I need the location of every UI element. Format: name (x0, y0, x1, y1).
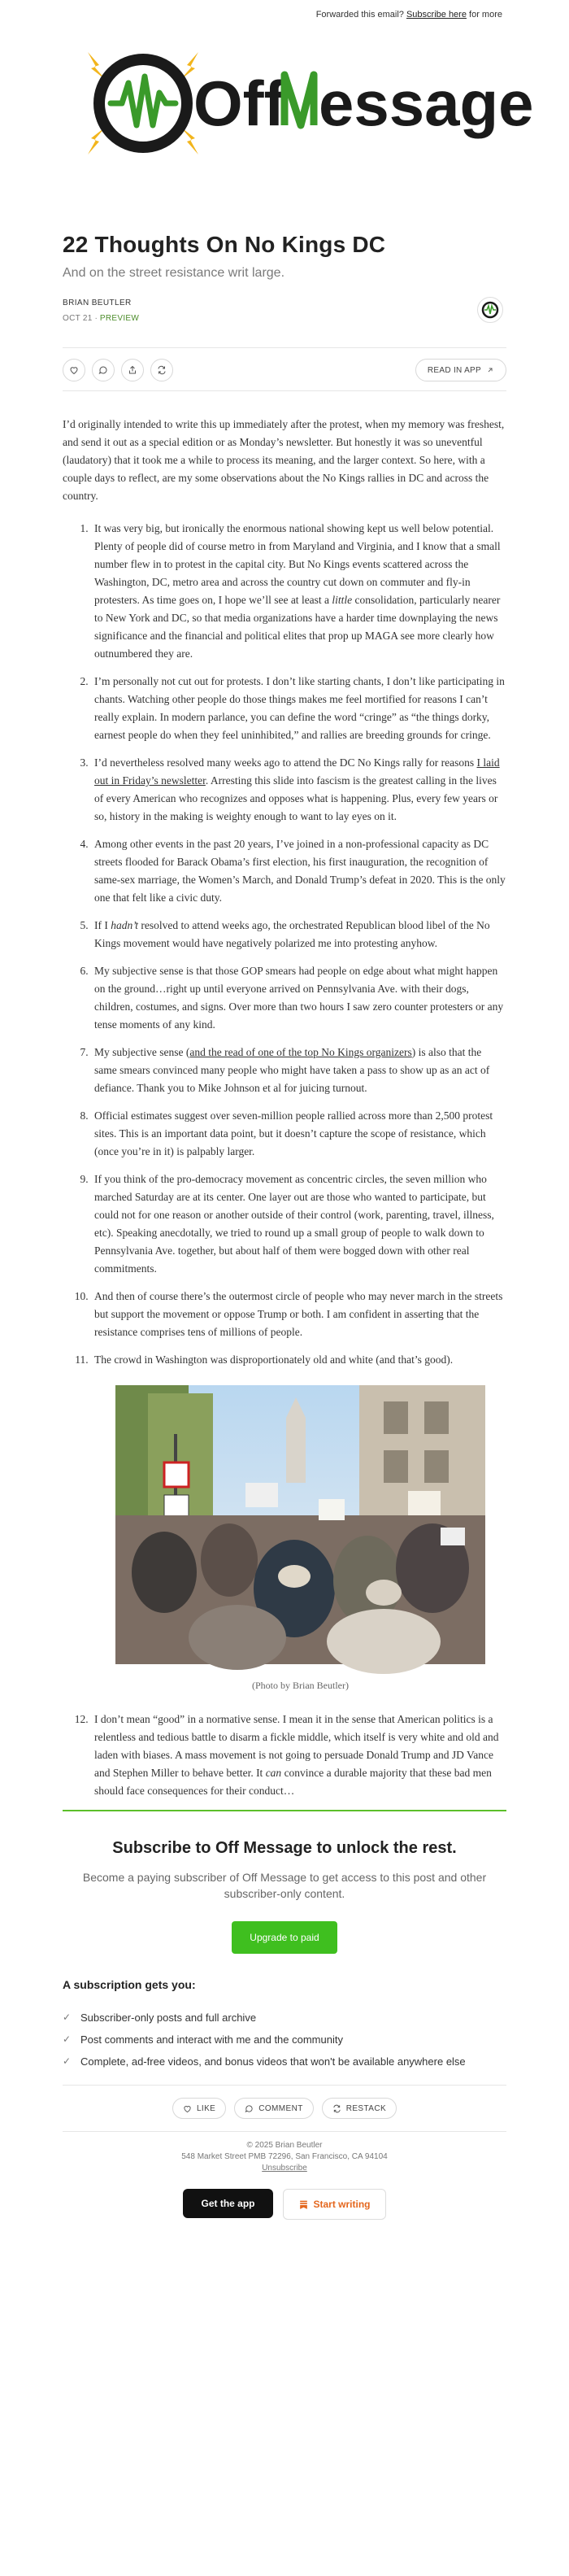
off-message-logo-icon (72, 34, 534, 172)
check-icon: ✓ (63, 2033, 72, 2045)
benefit-item: ✓ Post comments and interact with me and the community (63, 2033, 343, 2046)
check-icon: ✓ (63, 2012, 72, 2023)
benefit-item: ✓ Subscriber-only posts and full archive (63, 2012, 257, 2024)
author-name[interactable]: BRIAN BEUTLER (63, 299, 132, 307)
footer-action-bar (63, 2085, 506, 2132)
paywall-heading: Subscribe to Off Message to unlock the rest. (112, 1839, 457, 1857)
list-item: 3. I’d nevertheless resolved many weeks ago to attend the DC No Kings rally for reasons I laid out in Friday’s newsletter. Arresting this slide into fascism is the greatest calling in the lives of every American who recognizes and opposes what is happening. Plus, every few years or so, history in the making is weighty enough to want to lay eyes on it. (91, 754, 506, 826)
list-item: 2. I’m personally not cut out for protests. I don’t like starting chants, I don’t like participating in chants. Watching other people do those things makes me feel mortified for reasons I can’t really explain. In modern parlance, you can define the word “cringe” as “the things dorky, earnest people do when they feel uninhibited,” and rallies are breeding grounds for cringe. (91, 673, 506, 744)
heart-icon (69, 365, 79, 375)
footer-restack-button[interactable]: RESTACK (322, 2098, 397, 2119)
list-item: 10. And then of course there’s the outermost circle of people who may never march in the streets but support the movement or oppose Trump or both. I am confident in asserting that the resistance comprises tens of millions of people. (91, 1288, 506, 1341)
thoughts-list (63, 520, 506, 1800)
restack-icon (332, 2104, 341, 2113)
post-body (63, 416, 506, 1800)
start-writing-button[interactable]: Start writing (283, 2189, 386, 2220)
crowd-photo-image (115, 1385, 485, 1664)
post-dateline: OCT 21 ∙ PREVIEW (63, 314, 140, 323)
substack-icon (298, 2199, 309, 2210)
publication-logo[interactable] (0, 26, 569, 168)
get-the-app-button[interactable]: Get the app (183, 2189, 272, 2218)
unsubscribe-link[interactable]: Unsubscribe (262, 2164, 307, 2173)
post-container (63, 232, 506, 1800)
byline (63, 299, 506, 339)
photo-caption: (Photo by Brian Beutler) (252, 1680, 349, 1691)
share-icon (128, 365, 137, 375)
like-button[interactable] (63, 359, 85, 381)
avatar-logo-icon (478, 298, 502, 322)
heart-icon (183, 2104, 192, 2113)
restack-button[interactable] (150, 359, 173, 381)
post-date: OCT 21 (63, 314, 93, 323)
protest-photo[interactable] (94, 1385, 506, 1670)
fridays-newsletter-link[interactable]: I laid out in Friday’s newsletter (94, 756, 500, 787)
list-item: 1. It was very big, but ironically the enormous national showing kept us well below potential. Plenty of people did of course metro in from Maryland and Virginia, and I know that a small number flew in to protest in the capital city. But No Kings events scattered across the Washington, DC, metro area and across the country cut down on commuter and fly-in protesters. As time goes on, I hope we’ll see at least a little consolidation, particularly nearer to New York and DC, so that media organizations have a harder time downplaying the news significance and the financial and political elites that prop up MAGA see more clearly how outnumbered they are. (91, 520, 506, 663)
footer-comment-button[interactable]: COMMENT (234, 2098, 313, 2119)
list-item: 6. My subjective sense is that those GOP smears had people on edge about what might happen on the ground…right up until everyone arrived on Pennsylvania Ave. with their dogs, children, costumes, and signs. Over more than two hours I saw zero counter protesters or any tense moments of any kind. (91, 962, 506, 1034)
mailing-address: 548 Market Street PMB 72296, San Francisco, CA 94104 (181, 2152, 388, 2161)
paywall-section (63, 1811, 506, 2236)
comment-button[interactable] (92, 359, 115, 381)
list-item: 5. If I hadn’t resolved to attend weeks ago, the orchestrated Republican blood libel of the No Kings movement would have negatively polarized me into protesting anyhow. (91, 917, 506, 952)
subscribe-here-link[interactable]: Subscribe here (406, 10, 467, 20)
forwarded-banner (0, 0, 569, 26)
post-action-bar (63, 347, 506, 391)
list-item: 11. The crowd in Washington was disproportionately old and white (and that’s good). (Photo by Brian Beutler) (91, 1351, 506, 1694)
comment-icon (98, 365, 108, 375)
paywall-text: Become a paying subscriber of Off Message to get access to this post and other subscriber-only content. (82, 1871, 487, 1900)
upgrade-to-paid-button[interactable]: Upgrade to paid (232, 1921, 337, 1954)
post-subtitle: And on the street resistance writ large. (63, 266, 285, 280)
subscription-benefits (63, 1978, 506, 2068)
copyright-text: © 2025 Brian Beutler (246, 2141, 323, 2150)
footer-like-button[interactable]: LIKE (172, 2098, 226, 2119)
benefits-heading: A subscription gets you: (63, 1978, 196, 1991)
no-kings-organizers-link[interactable]: and the read of one of the top No Kings organizers (189, 1046, 412, 1058)
list-item: 8. Official estimates suggest over seven-million people rallied across more than 2,500 protest sites. This is an important data point, but it doesn’t capture the scope of resistance, which (once you’re in it) is palpably larger. (91, 1107, 506, 1161)
list-item: 4. Among other events in the past 20 years, I’ve joined in a non-professional capacity as DC streets flooded for Barack Obama’s first election, his first inauguration, the recognition of same-sex marriage, the Women’s March, and Donald Trump’s defeat in 2020. This is the only one that felt like a civic duty. (91, 835, 506, 907)
share-button[interactable] (121, 359, 144, 381)
post-title[interactable]: 22 Thoughts On No Kings DC (63, 232, 386, 257)
intro-paragraph: I’d originally intended to write this up immediately after the protest, when my memory was freshest, and send it out as a special edition or as Monday’s newsletter. But honestly it was so uneventful (laudatory) that it took me a while to process its meaning, and the larger context. So here, with a couple days to reflect, are my some observations about the No Kings rallies in DC and across the country. (63, 418, 505, 502)
list-item: 9. If you think of the pro-democracy movement as concentric circles, the seven million who marched Saturday are at its center. One layer out are those who wanted to participate, but could not for one reason or another outside of their control (work, parenting, travel, illness, etc). Speaking anecdotally, we tried to round up a small group of people to walk down to Pennsylvania Ave. together, but about half of them were bogged down with other real commitments. (91, 1170, 506, 1278)
external-arrow-icon (486, 366, 494, 374)
list-item: 12. I don’t mean “good” in a normative sense. I mean it in the sense that American politics is a relentless and tedious battle to disarm a fickle middle, which itself is very white and old and laden with biases. A mass movement is not going to persuade Donald Trump and JD Vance and Stephen Miller to behave better. It can convince a durable majority that these bad men should face consequences for their conduct… (91, 1711, 506, 1800)
restack-icon (157, 365, 167, 375)
logo-text-message: essage (319, 68, 534, 139)
forwarded-suffix: for more (469, 10, 502, 20)
footer-info (63, 2140, 506, 2174)
publication-avatar[interactable] (477, 297, 503, 323)
logo-text-off: Off (193, 68, 285, 139)
benefit-item: ✓ Complete, ad-free videos, and bonus videos that won't be available anywhere else (63, 2055, 466, 2068)
preview-label: PREVIEW (99, 314, 140, 323)
read-in-app-button[interactable] (415, 359, 506, 381)
forwarded-text: Forwarded this email? (315, 10, 404, 20)
read-in-app-label: READ IN APP (427, 365, 481, 375)
app-promo-buttons (63, 2189, 506, 2236)
check-icon: ✓ (63, 2055, 72, 2067)
comment-icon (245, 2104, 254, 2113)
list-item: 7. My subjective sense (and the read of one of the top No Kings organizers) is also that the same smears convinced many people who might have taken a pass to show up as an act of defiance. Thank you to Mike Johnson et al for juicing turnout. (91, 1044, 506, 1097)
